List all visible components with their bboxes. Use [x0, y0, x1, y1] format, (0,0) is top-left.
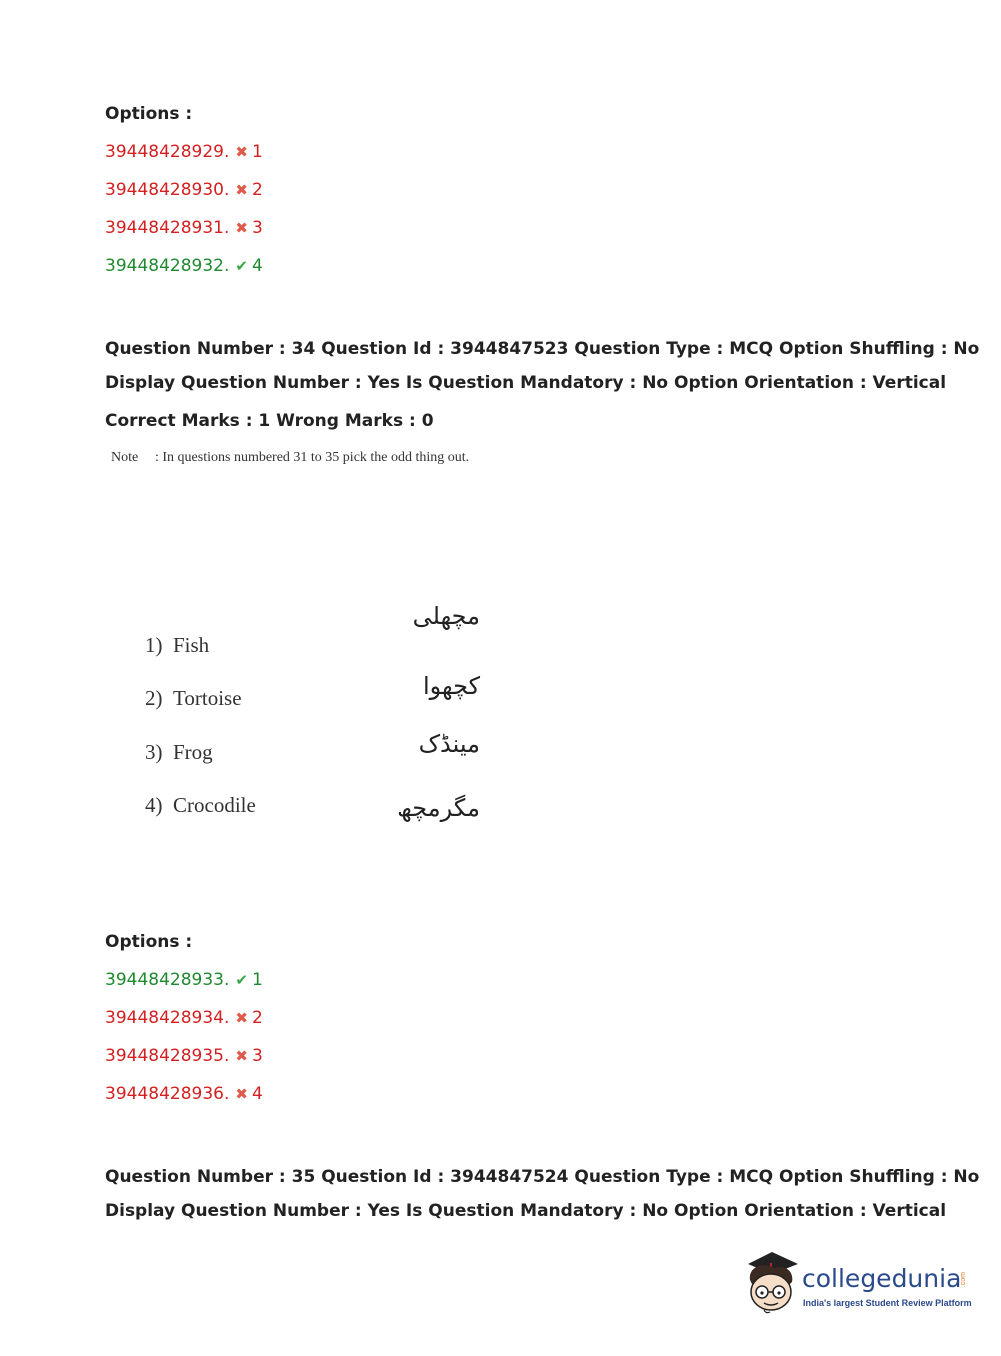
option-value: 3: [251, 218, 263, 238]
option-id: 39448428936.: [105, 1084, 230, 1104]
item-urdu-text: مگرمچھ: [397, 794, 480, 822]
option-id: 39448428934.: [105, 1008, 230, 1028]
question-item: [145, 686, 242, 711]
question-meta-line: Question Number : 34 Question Id : 3944847523 Question Type : MCQ Option Shuffling : No: [105, 339, 980, 359]
student-mascot-icon: [742, 1250, 802, 1316]
item-number: 1): [145, 633, 163, 657]
option-id: 39448428931.: [105, 218, 230, 238]
question-meta-line: Question Number : 35 Question Id : 3944847524 Question Type : MCQ Option Shuffling : No: [105, 1167, 980, 1187]
question-item: [145, 740, 213, 765]
option-value: 1: [251, 970, 263, 990]
option-id: 39448428935.: [105, 1046, 230, 1066]
options-label: Options :: [105, 932, 193, 952]
item-urdu-text: مچھلی: [412, 602, 480, 630]
option-row: [105, 218, 263, 238]
cross-icon: ✖: [235, 219, 248, 237]
option-id: 39448428933.: [105, 970, 230, 990]
option-id: 39448428932.: [105, 256, 230, 276]
option-row: [105, 180, 263, 200]
cross-icon: ✖: [235, 181, 248, 199]
options-label: Options :: [105, 104, 193, 124]
question-item: [145, 793, 256, 818]
option-row: [105, 1084, 263, 1104]
question-meta-line: Display Question Number : Yes Is Question Mandatory : No Option Orientation : Vertical: [105, 373, 947, 393]
item-text: Crocodile: [173, 793, 256, 817]
option-row: [105, 970, 263, 990]
option-value: 2: [251, 1008, 263, 1028]
item-text: Fish: [173, 633, 210, 657]
option-value: 3: [251, 1046, 263, 1066]
cross-icon: ✖: [235, 1085, 248, 1103]
cross-icon: ✖: [235, 1047, 248, 1065]
question-item: [145, 633, 209, 658]
option-row: [105, 1008, 263, 1028]
item-urdu-text: کچھوا: [422, 672, 480, 700]
check-icon: ✔: [235, 971, 248, 989]
option-value: 4: [251, 1084, 263, 1104]
option-value: 4: [251, 256, 263, 276]
cross-icon: ✖: [235, 1009, 248, 1027]
option-id: 39448428930.: [105, 180, 230, 200]
note-text: : In questions numbered 31 to 35 pick the odd thing out.: [155, 450, 470, 465]
note-key: Note: [111, 450, 139, 465]
check-icon: ✔: [235, 257, 248, 275]
collegedunia-logo: [742, 1250, 972, 1320]
cross-icon: ✖: [235, 143, 248, 161]
option-row: [105, 1046, 263, 1066]
item-number: 2): [145, 686, 163, 710]
option-value: 1: [251, 142, 263, 162]
item-text: Frog: [173, 740, 213, 764]
brand-name: collegedunia: [802, 1264, 962, 1293]
option-value: 2: [251, 180, 263, 200]
question-note: [111, 450, 469, 466]
brand-domain: .com: [960, 1272, 967, 1288]
question-meta-line: Display Question Number : Yes Is Question Mandatory : No Option Orientation : Vertical: [105, 1201, 947, 1221]
option-row: [105, 142, 263, 162]
question-marks-line: Correct Marks : 1 Wrong Marks : 0: [105, 411, 434, 431]
item-urdu-text: مینڈک: [418, 730, 480, 758]
item-number: 3): [145, 740, 163, 764]
option-id: 39448428929.: [105, 142, 230, 162]
item-text: Tortoise: [173, 686, 242, 710]
item-number: 4): [145, 793, 163, 817]
option-row: [105, 256, 263, 276]
brand-tagline: India's largest Student Review Platform: [803, 1298, 972, 1308]
